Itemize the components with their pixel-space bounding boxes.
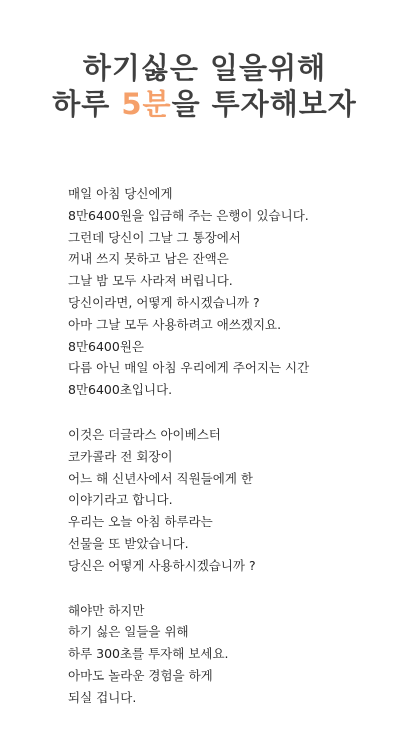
text-line: 다름 아닌 매일 아침 우리에게 주어지는 시간: [68, 360, 310, 376]
text-line: 아마 그날 모두 사용하려고 애쓰겠지요.: [68, 316, 282, 332]
text-line: 8만6400원은: [68, 338, 144, 354]
title-highlight-five-minutes: 5분: [121, 87, 172, 121]
text-line: 하기 싫은 일들을 위해: [68, 624, 189, 640]
text-line: 당신은 어떻게 사용하시겠습니까 ?: [68, 557, 256, 573]
text-line: 8만6400원을 입금해 주는 은행이 있습니다.: [68, 207, 309, 223]
title-line-1: 하기싫은 일을위해: [82, 51, 327, 85]
title-line-2-end: 을 투자해보자: [171, 87, 357, 121]
text-line: 선물을 또 받았습니다.: [68, 535, 189, 551]
text-line: 하루 300초를 투자해 보세요.: [68, 646, 229, 662]
text-line: 꺼내 쓰지 못하고 남은 잔액은: [68, 251, 229, 267]
body-text: [68, 183, 398, 732]
text-line: 우리는 오늘 아침 하루라는: [68, 514, 213, 530]
text-line: 매일 아침 당신에게: [68, 186, 173, 201]
paragraph-bank-story: [68, 183, 398, 401]
text-line: 아마도 놀라운 경험을 하게: [68, 667, 213, 683]
paragraph-coca-cola-speech: [68, 424, 398, 577]
text-line: 이야기라고 합니다.: [68, 492, 173, 508]
text-line: 되실 겁니다.: [68, 689, 137, 705]
text-line: 당신이라면, 어떻게 하시겠습니까 ?: [68, 294, 260, 310]
title-line-2: [0, 86, 409, 122]
text-line: 어느 해 신년사에서 직원들에게 한: [68, 470, 253, 486]
text-line: 그날 밤 모두 사라져 버립니다.: [68, 273, 233, 289]
title-image: [0, 50, 409, 122]
title-line-2-start: 하루: [52, 87, 122, 121]
paragraph-invest-time: [68, 600, 398, 709]
text-line: 이것은 더글라스 아이베스터: [68, 426, 221, 442]
text-line: 해야만 하지만: [68, 602, 145, 618]
text-line: 코카콜라 전 회장이: [68, 448, 173, 464]
text-line: 8만6400초입니다.: [68, 382, 173, 398]
text-line: 그런데 당신이 그날 그 통장에서: [68, 229, 241, 245]
